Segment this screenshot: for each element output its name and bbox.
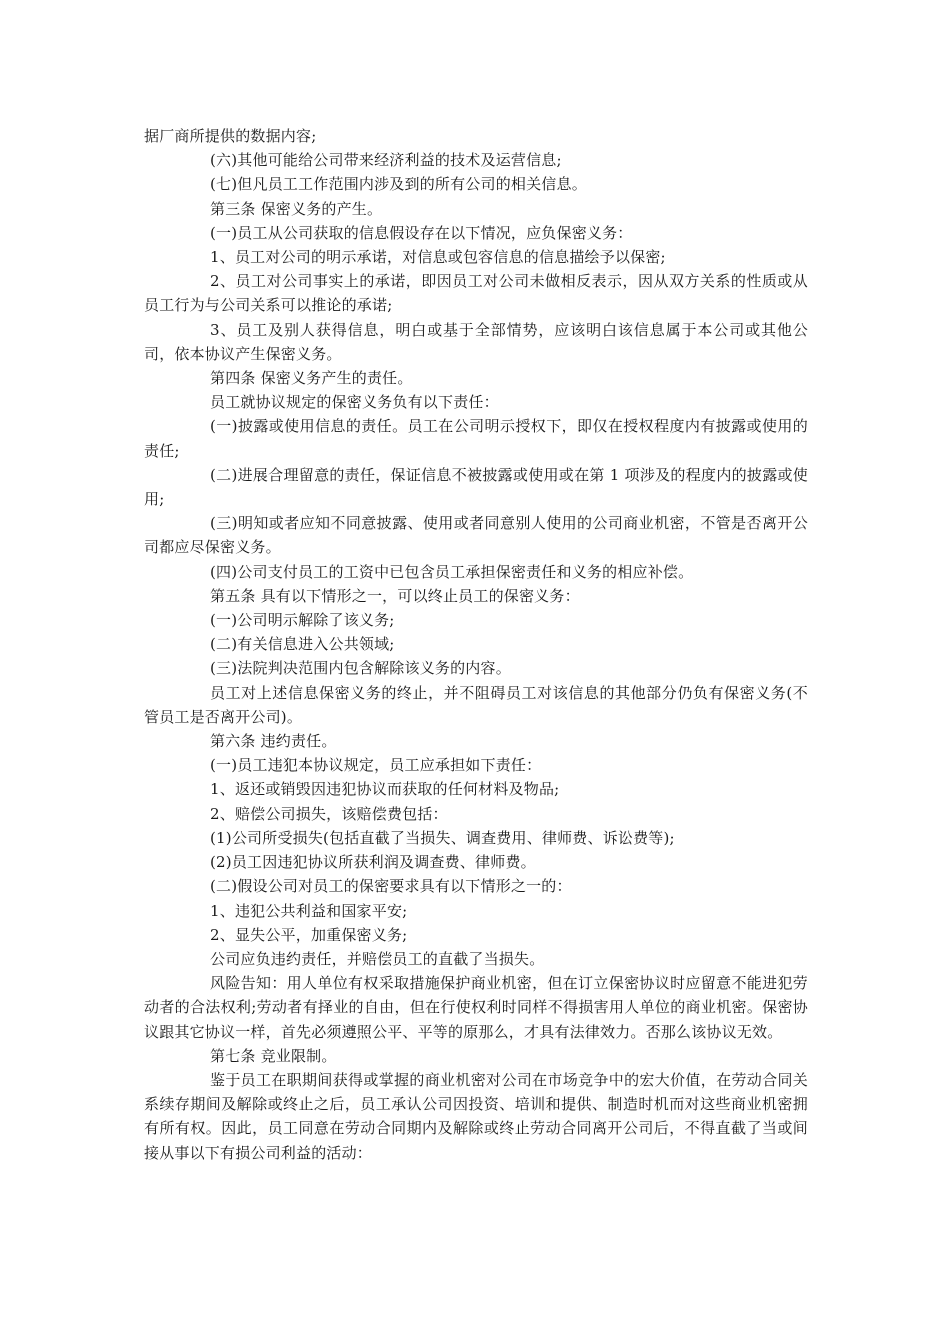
paragraph: (四)公司支付员工的工资中已包含员工承担保密责任和义务的相应补偿。	[210, 562, 694, 581]
paragraph: 3、员工及别人获得信息，明白或基于全部情势，应该明白该信息属于本公司或其他公司，依本协议产生保密义务。	[144, 320, 808, 363]
paragraph: (二)有关信息进入公共领域;	[210, 635, 395, 654]
document-page	[144, 124, 808, 1165]
article-heading: 第三条 保密义务的产生。	[210, 199, 383, 218]
paragraph: (七)但凡员工工作范围内涉及到的所有公司的相关信息。	[210, 175, 587, 194]
paragraph: 2、赔偿公司损失，该赔偿费包括：	[210, 804, 448, 823]
paragraph: 员工对上述信息保密义务的终止，并不阻碍员工对该信息的其他部分仍负有保密义务(不管员工是否离开公司)。	[144, 683, 808, 726]
paragraph: (一)披露或使用信息的责任。员工在公司明示授权下，即仅在授权程度内有披露或使用的责任;	[144, 417, 808, 460]
paragraph: 1、员工对公司的明示承诺，对信息或包容信息的信息描绘予以保密;	[210, 248, 666, 267]
paragraph: (一)公司明示解除了该义务;	[210, 611, 395, 630]
paragraph: (六)其他可能给公司带来经济利益的技术及运营信息;	[210, 151, 562, 170]
paragraph: 1、违犯公共利益和国家平安;	[210, 901, 408, 920]
article-heading: 第六条 违约责任。	[210, 732, 337, 751]
article-heading: 第七条 竞业限制。	[210, 1046, 337, 1065]
paragraph: 公司应负违约责任，并赔偿员工的直截了当损失。	[210, 949, 545, 968]
paragraph: 鉴于员工在职期间获得或掌握的商业机密对公司在市场竞争中的宏大价值，在劳动合同关系续存期间及解除或终止之后，员工承认公司因投资、培训和提供、制造时机而对这些商业机密拥有所有权。因此，员工同意在劳动合同期内及解除或终止劳动合同离开公司后，不得直截了当或间接从事以下有损公司利益的活动：	[144, 1070, 808, 1162]
paragraph: 2、显失公平，加重保密义务;	[210, 925, 408, 944]
paragraph: 员工就协议规定的保密义务负有以下责任：	[210, 393, 499, 412]
article-heading: 第四条 保密义务产生的责任。	[210, 369, 413, 388]
paragraph: 2、员工对公司事实上的承诺，即因员工对公司未做相反表示，因从双方关系的性质或从员工行为与公司关系可以推论的承诺;	[144, 272, 808, 315]
paragraph: (一)员工从公司获取的信息假设存在以下情况，应负保密义务：	[210, 223, 633, 242]
paragraph: (2)员工因违犯协议所获利润及调查费、律师费。	[210, 853, 536, 872]
paragraph: (1)公司所受损失(包括直截了当损失、调查费用、律师费、诉讼费等);	[210, 828, 675, 847]
paragraph: (三)法院判决范围内包含解除该义务的内容。	[210, 659, 511, 678]
paragraph: 1、返还或销毁因违犯协议而获取的任何材料及物品;	[210, 780, 560, 799]
paragraph: (二)假设公司对员工的保密要求具有以下情形之一的：	[210, 877, 572, 896]
paragraph: 据厂商所提供的数据内容;	[144, 127, 317, 145]
risk-notice-paragraph: 风险告知：用人单位有权采取措施保护商业机密，但在订立保密协议时应留意不能进犯劳动者的合法权利;劳动者有择业的自由，但在行使权利时同样不得损害用人单位的商业机密。保密协议跟其它协议一样，首先必须遵照公平、平等的原那么，才具有法律效力。否那么该协议无效。	[144, 974, 808, 1041]
article-heading: 第五条 具有以下情形之一，可以终止员工的保密义务：	[210, 586, 580, 605]
paragraph: (三)明知或者应知不同意披露、使用或者同意别人使用的公司商业机密，不管是否离开公司都应尽保密义务。	[144, 514, 808, 557]
paragraph: (一)员工违犯本协议规定，员工应承担如下责任：	[210, 756, 542, 775]
paragraph: (二)进展合理留意的责任，保证信息不被披露或使用或在第 1 项涉及的程度内的披露或使用;	[144, 465, 808, 509]
